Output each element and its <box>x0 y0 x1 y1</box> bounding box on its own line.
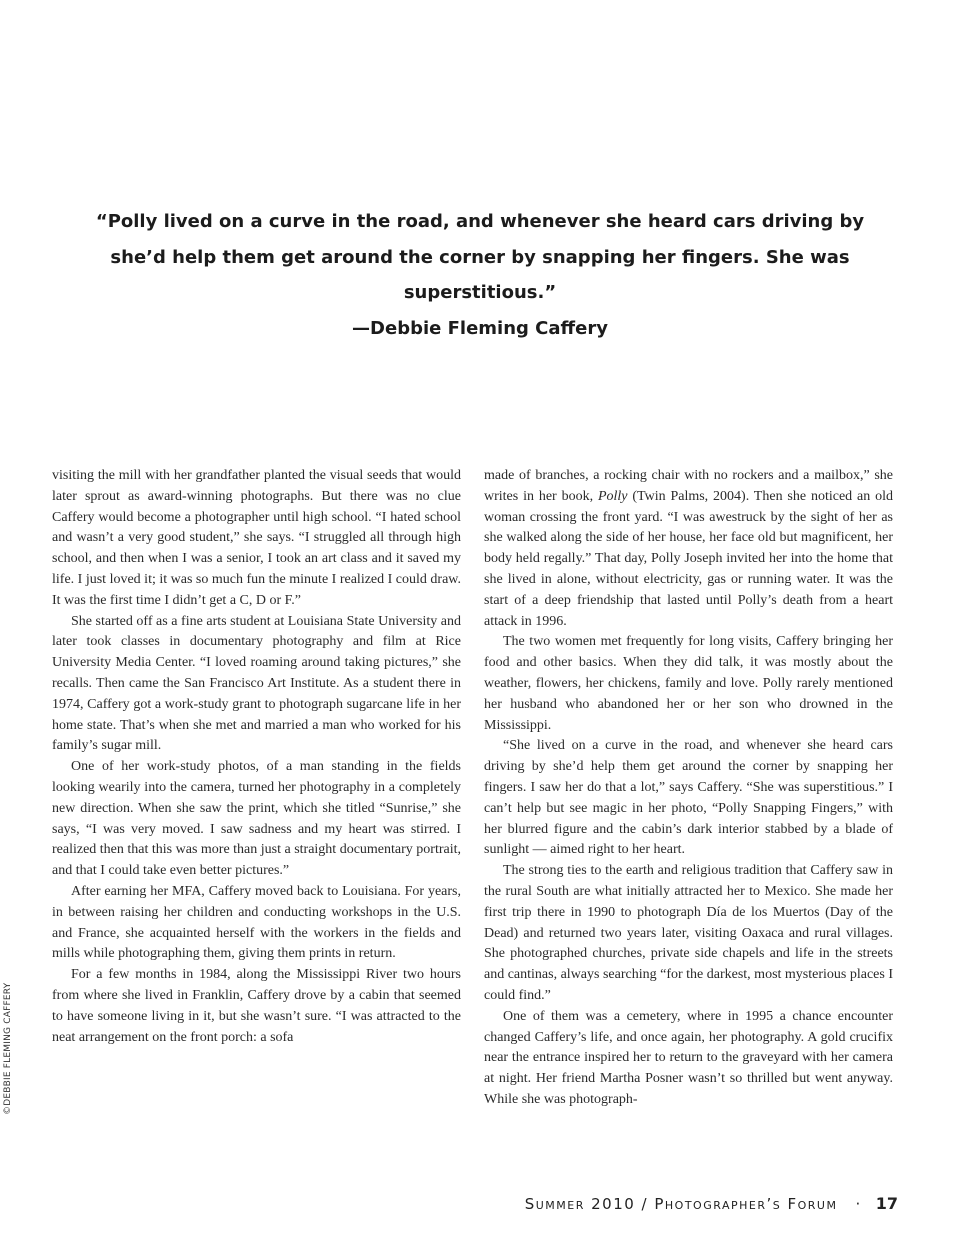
text-run: (Twin Palms, 2004). Then she noticed an old woman crossing the front yard. “I was awestruck by the sight of her as she walked along the side of her house, her face old but magnificent, her body held regally.” That day, Polly Joseph invited her into the home that she lived in alone, without electricity, gas or running water. It was the start of a deep friendship that lasted until Polly’s death from a heart attack in 1996. <box>484 488 893 629</box>
pull-quote-attribution: —Debbie Fleming Caffery <box>352 317 608 339</box>
paragraph: The strong ties to the earth and religious tradition that Caffery saw in the rural South are what initially attracted her to Mexico. She made her first trip there in 1990 to photograph Día de los Muertos (Day of the Dead) and returned two years later, visiting Oaxaca and rural villages. She photographed churches, private side chapels and life in the streets and cantinas, always searching “for the darkest, most mysterious places I could find.” <box>484 863 893 1003</box>
paragraph <box>484 466 893 632</box>
article-column-left <box>52 466 461 1048</box>
paragraph: visiting the mill with her grandfather planted the visual seeds that would later sprout as award-winning photographs. But there was no clue Caffery would become a photographer until high school. “I hated school and wasn’t a very good student,” she says. “I struggled all through high school, and then when I was a senior, I took an art class and it saved my life. I just loved it; it was so much fun the minute I realized I could draw. It was the first time I didn’t get a C, D or F.” <box>52 468 461 608</box>
paragraph: One of them was a cemetery, where in 1995 a chance encounter changed Caffery’s life, and once again, her photography. A gold crucifix near the entrance inspired her to return to the graveyard with her camera at night. Her friend Martha Posner wasn’t so thrilled but went anyway. While she was photograph- <box>484 1008 893 1107</box>
page-footer <box>525 1194 898 1213</box>
text-run: made of branches, a rocking chair with no rockers and a mailbox,” she writes in her book, <box>484 468 893 504</box>
page-number: 17 <box>875 1194 898 1213</box>
book-title: Polly <box>597 488 628 504</box>
paragraph: One of her work-study photos, of a man standing in the fields looking wearily into the camera, turned her photography in a completely new direction. When she saw the print, which she titled “Sunrise,” she says, “I was very moved. I saw sadness and my heart was stirred. I realized then that this was more than just a straight documentary portrait, and that I could take even better pictures.” <box>52 759 461 879</box>
footer-separator: · <box>855 1195 862 1213</box>
pull-quote <box>60 204 900 346</box>
paragraph: For a few months in 1984, along the Mississippi River two hours from where she lived in Franklin, Caffery drove by a cabin that seemed to have someone living in it, but she wasn’t sure. “I was attracted to the neat arrangement on the front porch: a sofa <box>52 967 461 1045</box>
paragraph: She started off as a fine arts student at Louisiana State University and later took classes in documentary photography and film at Rice University Media Center. “I loved roaming around taking pictures,” she recalls. Then came the San Francisco Art Institute. As a student there in 1974, Caffery got a work-study grant to photograph sugarcane life in her home state. That’s when she met and married a man who worked for his family’s sugar mill. <box>52 613 461 754</box>
paragraph: “She lived on a curve in the road, and whenever she heard cars driving by she’d help them get around the corner by snapping her fingers. I saw her do that a lot,” says Caffery. “She was superstitious.” I can’t help but see magic in her photo, “Polly Snapping Fingers,” with her blurred figure and the cabin’s dark interior stabbed by a blade of sunlight — aimed right to her heart. <box>484 738 893 858</box>
issue-label: Summer 2010 / Photographer’s Forum <box>524 1195 838 1213</box>
pull-quote-line-1: “Polly lived on a curve in the road, and whenever she heard cars driving by <box>95 211 865 232</box>
pull-quote-line-2: she’d help them get around the corner by snapping her fingers. She was superstitious.” <box>110 246 850 303</box>
paragraph: After earning her MFA, Caffery moved back to Louisiana. For years, in between raising her children and conducting workshops in the U.S. and France, she acquainted herself with the workers in the fields and mills while photographing them, giving them prints in return. <box>52 883 461 962</box>
photo-credit: ©DEBBIE FLEMING CAFFERY <box>3 982 13 1115</box>
paragraph: The two women met frequently for long visits, Caffery bringing her food and other basics. When they did talk, it was mostly about the weather, flowers, her chickens, family and love. Polly rarely mentioned her husband who abandoned her or her son who drowned in the Mississippi. <box>484 634 893 733</box>
article-column-right <box>484 466 893 1111</box>
